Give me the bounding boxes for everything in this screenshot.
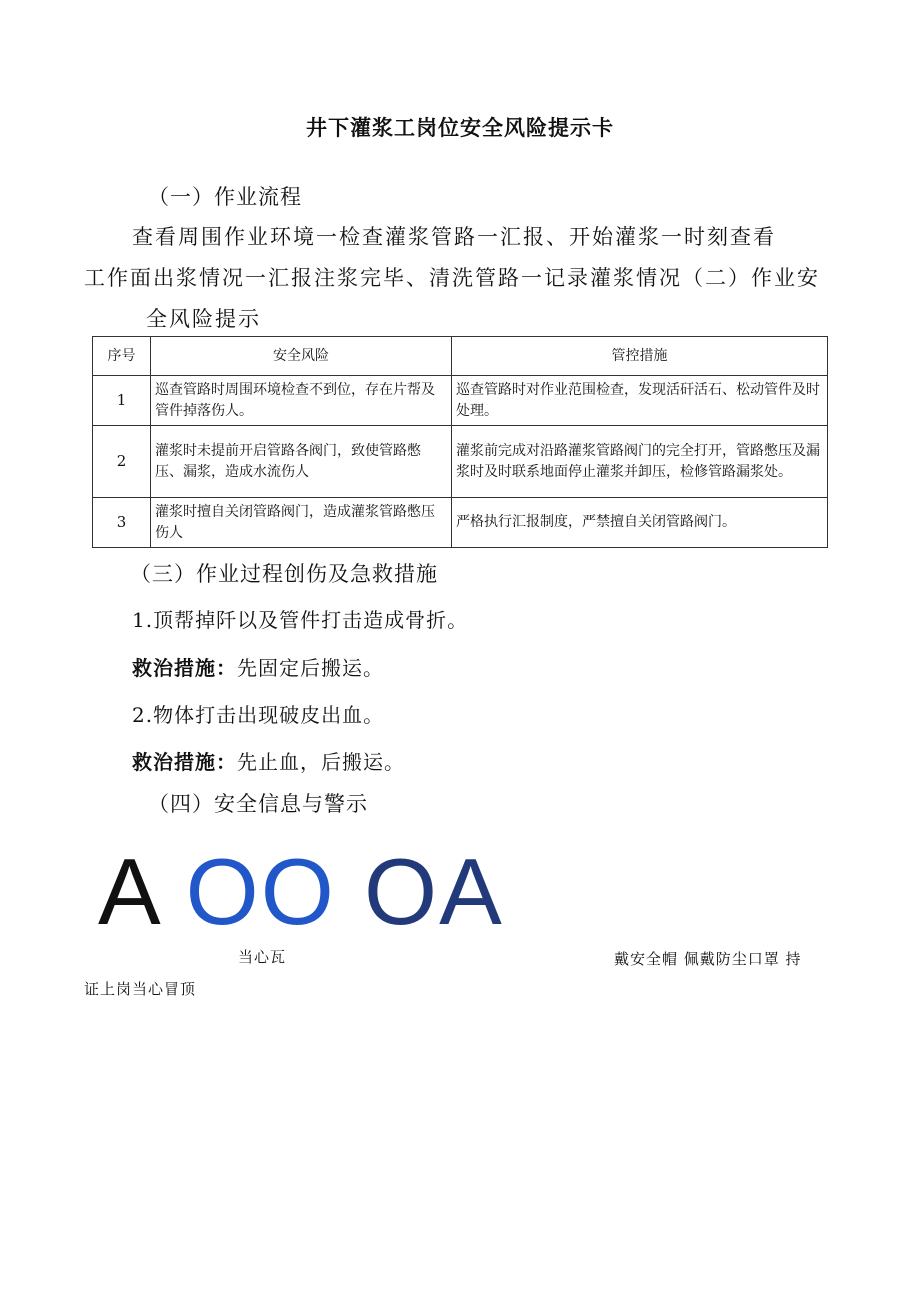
- row-risk: 巡查管路时周围环境检查不到位，存在片帮及管件掉落伤人。: [151, 376, 452, 426]
- row-risk: 灌浆时未提前开启管路各阀门，致使管路憋压、漏浆，造成水流伤人: [151, 426, 452, 498]
- section-heading-warnings: （四）安全信息与警示: [148, 792, 368, 816]
- row-no: 1: [93, 376, 151, 426]
- risk-table: [92, 336, 828, 548]
- sign-caption-2: 戴安全帽 佩戴防尘口罩 持: [614, 950, 802, 968]
- sign-caption-1: 当心瓦: [238, 948, 287, 966]
- warning-sign-a: A: [98, 839, 158, 944]
- aid-label: 救治措施：: [132, 656, 237, 680]
- warning-signs-row: [98, 839, 504, 944]
- section-heading-first-aid: （三）作业过程创伤及急救措施: [130, 562, 438, 586]
- aid-line-1: [132, 652, 384, 681]
- header-risk: 安全风险: [151, 337, 452, 376]
- section-heading-workflow: （一）作业流程: [148, 185, 302, 209]
- table-row: [93, 498, 828, 548]
- row-measure: 灌浆前完成对沿路灌浆管路阀门的完全打开，管路憋压及漏浆时及时联系地面停止灌浆并卸压，检修管路漏浆处。: [452, 426, 828, 498]
- row-measure: 巡查管路时对作业范围检查，发现活矸活石、松动管件及时处理。: [452, 376, 828, 426]
- aid-text: 先固定后搬运。: [237, 656, 384, 680]
- header-measure: 管控措施: [452, 337, 828, 376]
- row-no: 3: [93, 498, 151, 548]
- row-measure: 严格执行汇报制度，严禁擅自关闭管路阀门。: [452, 498, 828, 548]
- warning-sign-oo: OO: [185, 839, 336, 944]
- sign-caption-3: 证上岗当心冒顶: [84, 980, 197, 998]
- workflow-text-line-3: 全风险提示: [146, 307, 261, 331]
- aid-text: 先止血，后搬运。: [237, 750, 405, 774]
- row-risk: 灌浆时擅自关闭管路阀门，造成灌浆管路憋压伤人: [151, 498, 452, 548]
- row-no: 2: [93, 426, 151, 498]
- workflow-text-line-2: 工作面出浆情况一汇报注浆完毕、清洗管路一记录灌浆情况（二）作业安: [84, 266, 820, 290]
- table-row: [93, 426, 828, 498]
- header-no: 序号: [93, 337, 151, 376]
- page-title: 井下灌浆工岗位安全风险提示卡: [306, 115, 614, 140]
- injury-item-2: 2.物体打击出现破皮出血。: [132, 703, 385, 727]
- aid-label: 救治措施：: [132, 750, 237, 774]
- table-header-row: [93, 337, 828, 376]
- warning-sign-oa: OA: [364, 839, 504, 944]
- aid-line-2: [132, 746, 405, 775]
- workflow-text-line-1: 查看周围作业环境一检查灌浆管路一汇报、开始灌浆一时刻查看: [132, 225, 776, 249]
- table-row: [93, 376, 828, 426]
- injury-item-1: 1.顶帮掉阡以及管件打击造成骨折。: [132, 608, 469, 632]
